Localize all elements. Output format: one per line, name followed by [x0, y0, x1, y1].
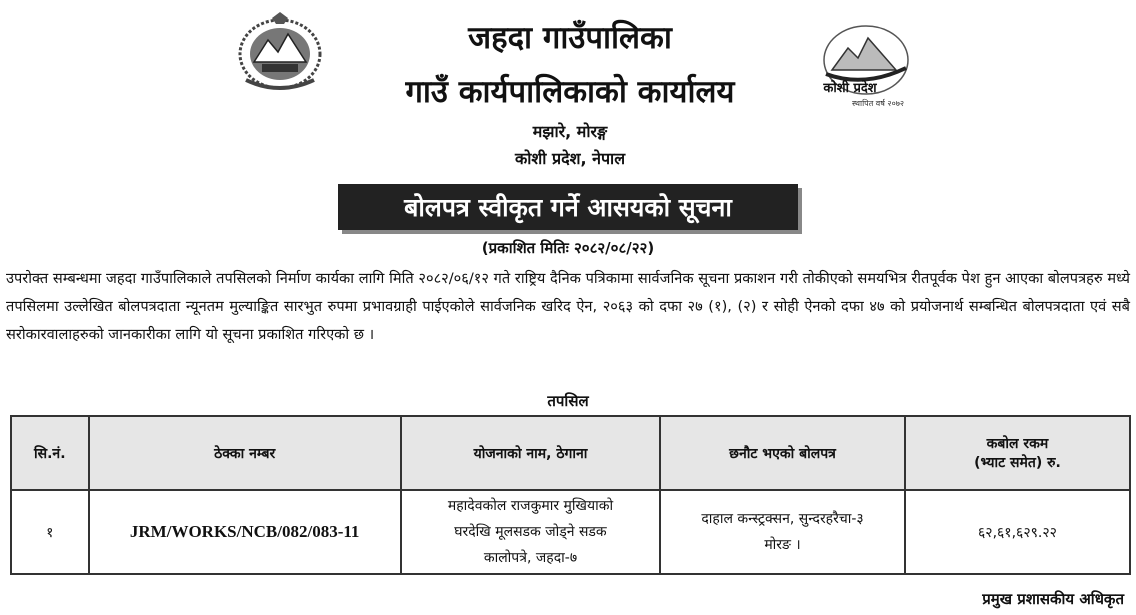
header-serial-number: सि.नं.	[11, 416, 89, 490]
notice-title-banner	[338, 184, 798, 230]
project-line-2: घरदेखि मूलसडक जोड्ने सडक	[454, 524, 607, 540]
header-project-name: योजनाको नाम, ठेगाना	[401, 416, 660, 490]
notice-title: बोलपत्र स्वीकृत गर्ने आसयको सूचना	[404, 193, 732, 222]
header-bid-amount-line2: (भ्याट समेत) रु.	[974, 455, 1061, 471]
address-local: मझारे, मोरङ्ग	[532, 122, 608, 141]
cell-serial-number: १	[11, 490, 89, 574]
header-bid-amount-line1: कबोल रकम	[986, 436, 1049, 452]
svg-text:स्थापित वर्ष २०७२: स्थापित वर्ष २०७२	[851, 99, 905, 108]
bidder-line-2: मोरङ ।	[764, 537, 801, 553]
office-name: जहदा गाउँपालिका	[468, 20, 672, 56]
bidder-line-1: दाहाल कन्स्ट्रक्सन, सुन्दरहरैचा-३	[701, 511, 864, 527]
header-bid-amount	[905, 416, 1130, 490]
koshi-province-logo	[806, 18, 924, 114]
address-province: कोशी प्रदेश, नेपाल	[514, 149, 626, 168]
nepal-government-emblem	[232, 10, 328, 94]
cell-contract-number: JRM/WORKS/NCB/082/083-11	[89, 490, 401, 574]
project-line-1: महादेवकोल राजकुमार मुखियाको	[447, 498, 614, 514]
header-selected-bidder: छनौट भएको बोलपत्र	[660, 416, 905, 490]
notice-paragraph: उपरोक्त सम्बन्धमा जहदा गाउँपालिकाले तपसिलको निर्माण कार्यका लागि मिति २०८२/०६/१२ गते राष्ट्रिय दैनिक पत्रिकामा सार्वजनिक सूचना प्रकाशन गरी तोकीएको समयभित्र रीतपूर्वक पेश हुन आएका बोलपत्रहरु मध्ये तपसिलमा उल्लेखित बोलपत्रदाता न्यूनतम मुल्याङ्कित सारभुत रुपमा प्रभावग्राही पाईएकोले सार्वजनिक खरिद ऐन, २०६३ को दफा २७ (१), (२) र सोही ऐनको दफा ४७ को प्रयोजनार्थ सम्बन्धित बोलपत्रदाता एवं सबै सरोकारवालाहरुको जानकारीका लागि यो सूचना प्रकाशित गरिएको छ ।	[6, 270, 1130, 343]
publish-date: (प्रकाशित मितिः २०८२/०८/२२)	[481, 239, 655, 257]
header-contract-number: ठेक्का नम्बर	[89, 416, 401, 490]
cell-selected-bidder	[660, 490, 905, 574]
details-label: तपसिल	[547, 392, 589, 410]
table-header-row	[11, 416, 1130, 490]
award-table	[10, 415, 1131, 575]
svg-text:कोशी प्रदेश: कोशी प्रदेश	[823, 81, 877, 96]
cell-bid-amount: ६२,६१,६२९.२२	[905, 490, 1130, 574]
cell-project-name	[401, 490, 660, 574]
office-subtitle: गाउँ कार्यपालिकाको कार्यालय	[405, 74, 735, 110]
project-line-3: कालोपत्रे, जहदा-७	[483, 550, 578, 566]
signatory-title: प्रमुख प्रशासकीय अधिकृत	[982, 590, 1124, 608]
table-row	[11, 490, 1130, 574]
